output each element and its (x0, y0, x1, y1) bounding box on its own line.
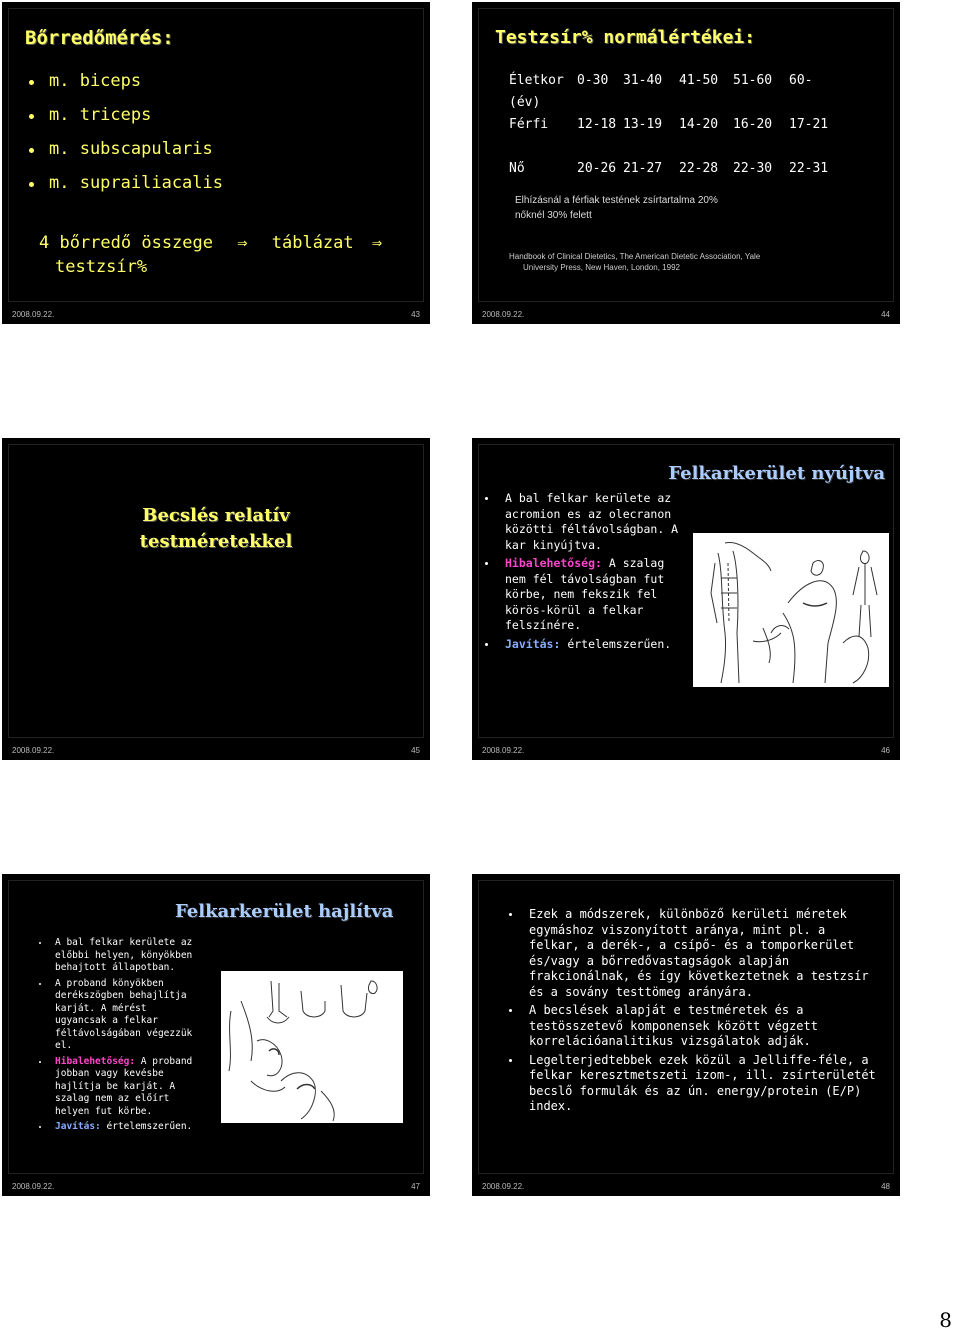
female-cell: 21-27 (623, 161, 663, 176)
note-line: nőknél 30% felett (515, 210, 592, 221)
male-label: Férfi (509, 117, 549, 132)
bullet-item (529, 1053, 877, 1115)
bullet-item (55, 1056, 203, 1119)
obesity-note (515, 193, 718, 223)
arrow-icon: ⇒ (237, 233, 248, 253)
bullet-suprailiacalis: m. suprailiacalis (49, 173, 223, 193)
slide-47-content (8, 880, 424, 1174)
slide-46-content (478, 444, 894, 738)
slide-44-title: Testzsír% normálértékei: (495, 27, 756, 48)
female-label: Nő (509, 161, 525, 176)
arm-measurement-sketch (693, 533, 889, 687)
slide-44 (472, 2, 900, 324)
page-number: 8 (939, 1308, 952, 1332)
error-label: Hibalehetőség: (505, 556, 602, 570)
slide-number: 48 (881, 1182, 890, 1191)
slide-45 (2, 438, 430, 760)
age-cell: 0-30 (577, 73, 609, 88)
bullet-text: A bal felkar kerülete az acromion es az olecranon közötti féltávolságban. A kar kinyújtva. (505, 491, 679, 552)
bullet-dot (29, 114, 34, 119)
error-label: Hibalehetőség: (55, 1055, 136, 1067)
slide-date: 2008.09.22. (482, 1182, 525, 1191)
slide-number: 45 (411, 746, 420, 755)
bullet-dot (485, 562, 488, 565)
age-unit: (év) (509, 95, 541, 110)
bullet-dot (29, 182, 34, 187)
note-line: Elhízásnál a férfiak testének zsírtartalma 20% (515, 195, 718, 206)
slide-46-bullets (505, 491, 691, 652)
slide-45-title (9, 503, 423, 555)
male-cell: 17-21 (789, 117, 829, 132)
age-cell: 41-50 (679, 73, 719, 88)
sum-text: 4 bőrredő összege (39, 233, 213, 253)
sketch-drawing (693, 533, 889, 687)
male-cell: 14-20 (679, 117, 719, 132)
female-cell: 22-28 (679, 161, 719, 176)
bullet-text: Ezek a módszerek, különböző kerületi méretek egymáshoz viszonyított aránya, mint pl. a felkar, a derék-, a csípő- és a tomporkerület és/vagy a bőrredővastagságok alapján frakcionálnak, és így következtetnek a testzsír és a sovány testtömeg arányára. (529, 907, 869, 999)
table-text: táblázat (271, 233, 354, 253)
age-label: Életkor (509, 73, 564, 88)
sketch-drawing (221, 971, 403, 1123)
slide-48-bullets (529, 907, 877, 1115)
bullet-triceps: m. triceps (49, 105, 152, 125)
slide-47-title: Felkarkerület hajlítva (175, 901, 394, 922)
bullet-item (529, 1003, 877, 1050)
fix-label: Javítás: (55, 1121, 101, 1132)
bullet-item (55, 1121, 203, 1134)
slide-47 (2, 874, 430, 1196)
male-cell: 16-20 (733, 117, 773, 132)
bullet-text: értelemszerűen. (560, 636, 672, 651)
slide-number: 46 (881, 746, 890, 755)
age-cell: 31-40 (623, 73, 663, 88)
female-cell: 20-26 (577, 161, 617, 176)
slide-number: 44 (881, 310, 890, 319)
bullet-text: értelemszerűen. (100, 1121, 193, 1132)
sum-line (39, 233, 382, 253)
bullet-dot (485, 643, 488, 646)
bullet-dot (39, 942, 41, 944)
age-cell: 60- (789, 73, 813, 88)
bullet-item (529, 907, 877, 1000)
arrow-icon: ⇒ (371, 233, 383, 253)
slide-47-bullets (55, 937, 203, 1134)
bullet-dot (509, 1059, 512, 1062)
fix-label: Javítás: (505, 636, 561, 651)
bullet-biceps: m. biceps (49, 71, 142, 91)
bullet-item (505, 491, 691, 553)
bullet-dot (39, 983, 41, 985)
bullet-dot (39, 1061, 41, 1063)
slide-date: 2008.09.22. (12, 746, 55, 755)
ref-line: University Press, New Haven, London, 1992 (523, 263, 680, 272)
slide-46 (472, 438, 900, 760)
bullet-dot (39, 1126, 41, 1128)
bullet-dot (29, 148, 34, 153)
slide-date: 2008.09.22. (12, 310, 55, 319)
result-text: testzsír% (55, 257, 148, 277)
arm-flexed-sketch (221, 971, 403, 1123)
bullet-subscapularis: m. subscapularis (49, 139, 213, 159)
slide-number: 43 (411, 310, 420, 319)
slide-date: 2008.09.22. (482, 746, 525, 755)
slide-44-content (478, 8, 894, 302)
male-cell: 12-18 (577, 117, 617, 132)
title-line: Becslés relatív (142, 505, 290, 526)
bullet-dot (509, 913, 512, 916)
slide-date: 2008.09.22. (12, 1182, 55, 1191)
bullet-text: A proband jobban vagy kevésbe hajlítja be karját. A szalag nem az előírt helyen fut körbe. (55, 1055, 193, 1117)
bullet-text: A szalag nem fél távolságban fut körbe, nem fekszik fel körös-körül a felkar felszínére. (505, 556, 665, 632)
slide-48 (472, 874, 900, 1196)
bullet-item (505, 556, 691, 634)
age-cell: 51-60 (733, 73, 773, 88)
bullet-text: A proband könyökben derékszögben behajlítja karját. A mérést ugyancsak a felkar féltávolságában végezzük el. (55, 977, 193, 1051)
slide-number: 47 (411, 1182, 420, 1191)
bullet-dot (509, 1009, 512, 1012)
male-cell: 13-19 (623, 117, 663, 132)
slide-date: 2008.09.22. (482, 310, 525, 319)
bullet-item (55, 978, 203, 1053)
female-cell: 22-30 (733, 161, 773, 176)
bullet-text: A bal felkar kerülete az előbbi helyen, könyökben behajtott állapotban. (55, 937, 193, 973)
ref-line: Handbook of Clinical Dietetics, The American Dietetic Association, Yale (509, 252, 761, 261)
title-line: testméretekkel (139, 531, 293, 552)
bullet-item (505, 637, 691, 653)
slide-46-title: Felkarkerület nyújtva (668, 463, 885, 484)
reference (509, 251, 760, 273)
slide-43-title: Bőrredőmérés: (25, 27, 174, 49)
bullet-item (55, 937, 203, 975)
slide-43 (2, 2, 430, 324)
bullet-dot (29, 80, 34, 85)
slide-45-content (8, 444, 424, 738)
female-cell: 22-31 (789, 161, 829, 176)
bullet-dot (485, 497, 488, 500)
bullet-text: Legelterjedtebbek ezek közül a Jelliffe-féle, a felkar keresztmetszeti izom-, ill. zsírterületét becslő formulák és az ún. energy/protein (E/P) index. (529, 1052, 876, 1113)
slide-48-content (478, 880, 894, 1174)
bullet-text: A becslések alapját e testméretek és a testösszetevő komponensek között végzett korrelációanalitikus vizsgálatok adják. (529, 1003, 818, 1048)
slide-43-content (8, 8, 424, 302)
